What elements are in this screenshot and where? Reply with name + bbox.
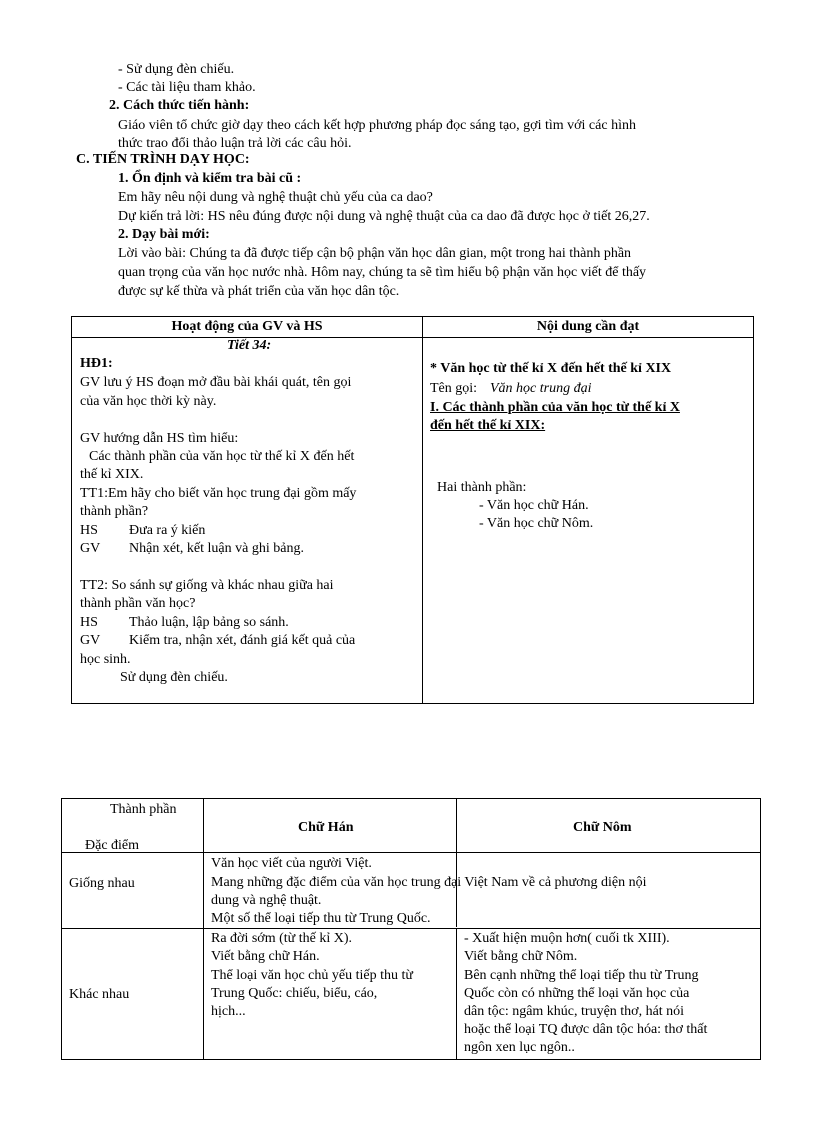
left-line: của văn học thời kỳ này. bbox=[80, 394, 217, 409]
dialog-who: HS bbox=[80, 615, 98, 630]
dialog-text: Kiểm tra, nhận xét, đánh giá kết quả của bbox=[129, 633, 356, 648]
han-line: Viết bằng chữ Hán. bbox=[211, 949, 320, 964]
column-divider bbox=[456, 929, 457, 1059]
activity-table bbox=[71, 316, 754, 704]
header-right: Nội dung cần đạt bbox=[536, 319, 640, 334]
han-line: Thể loại văn học chủ yếu tiếp thu từ bbox=[211, 968, 413, 983]
similar-line: Văn học viết của người Việt. bbox=[211, 856, 372, 871]
subsection-heading: 2. Dạy bài mới: bbox=[118, 227, 210, 242]
material-item: - Các tài liệu tham khảo. bbox=[118, 80, 256, 95]
column-divider bbox=[456, 799, 457, 927]
left-line: thế kỉ XIX. bbox=[80, 467, 144, 482]
part-item: - Văn học chữ Nôm. bbox=[479, 516, 594, 531]
dialog-who: GV bbox=[80, 633, 101, 648]
section-heading: 2. Cách thức tiến hành: bbox=[109, 98, 250, 113]
paragraph-line: Dự kiến trả lời: HS nêu đúng được nội dung và nghệ thuật của ca dao đã được học ở tiết 26,27. bbox=[118, 209, 650, 224]
paragraph-line: được sự kế thừa và phát triển của văn học dân tộc. bbox=[118, 284, 400, 299]
col-han-header: Chữ Hán bbox=[298, 820, 354, 835]
comparison-table bbox=[61, 798, 761, 1060]
paragraph-line: quan trọng của văn học nước nhà. Hôm nay, chúng ta sẽ tìm hiểu bộ phận văn học viết để thấy bbox=[118, 265, 647, 280]
left-line: thành phần? bbox=[80, 504, 149, 519]
dialog-text: Nhận xét, kết luận và ghi bảng. bbox=[129, 541, 304, 556]
col-nom-header: Chữ Nôm bbox=[573, 820, 632, 835]
han-line: Ra đời sớm (từ thế kỉ X). bbox=[211, 931, 352, 946]
row-divider bbox=[62, 928, 760, 929]
paragraph-line: Em hãy nêu nội dung và nghệ thuật chủ yếu của ca dao? bbox=[118, 190, 433, 205]
left-line: TT1:Em hãy cho biết văn học trung đại gồm mấy bbox=[80, 486, 357, 501]
section-title: đến hết thế kỉ XIX: bbox=[430, 418, 546, 433]
row-label: Khác nhau bbox=[69, 987, 130, 1002]
nom-line: Bên cạnh những thể loại tiếp thu từ Trung bbox=[464, 968, 699, 983]
paragraph-line: thức trao đổi thảo luận trả lời các câu hỏi. bbox=[118, 136, 352, 151]
nom-line: Viết bằng chữ Nôm. bbox=[464, 949, 578, 964]
lesson-number: Tiết 34: bbox=[227, 338, 272, 353]
column-divider bbox=[203, 799, 204, 1059]
header-left: Hoạt động của GV và HS bbox=[171, 319, 323, 334]
name-value: Văn học trung đại bbox=[490, 381, 592, 396]
dialog-who: HS bbox=[80, 523, 98, 538]
han-line: Trung Quốc: chiếu, biểu, cáo, bbox=[211, 986, 378, 1001]
dialog-who: GV bbox=[80, 541, 101, 556]
nom-line: ngôn xen lục ngôn.. bbox=[464, 1040, 575, 1055]
part-item: - Văn học chữ Hán. bbox=[479, 498, 589, 513]
activity-label: HĐ1: bbox=[80, 356, 113, 371]
nom-line: hoặc thể loại TQ được dân tộc hóa: thơ thất bbox=[464, 1022, 708, 1037]
row-label: Giống nhau bbox=[69, 876, 135, 891]
header-divider bbox=[72, 337, 753, 338]
paragraph-line: Giáo viên tổ chức giờ dạy theo cách kết hợp phương pháp đọc sáng tạo, gợi tìm với các hình bbox=[118, 118, 636, 133]
subsection-heading: 1. Ổn định và kiểm tra bài cũ : bbox=[118, 171, 302, 186]
left-line: Sử dụng đèn chiếu. bbox=[120, 670, 228, 685]
left-line: học sinh. bbox=[80, 652, 131, 667]
left-line: thành phần văn học? bbox=[80, 596, 196, 611]
similar-line: Một số thể loại tiếp thu từ Trung Quốc. bbox=[211, 911, 431, 926]
left-line: GV lưu ý HS đoạn mở đầu bài khái quát, tên gọi bbox=[80, 375, 352, 390]
similar-line: Mang những đặc điểm của văn học trung đại Việt Nam về cả phương diện nội bbox=[211, 875, 647, 890]
similar-line: dung và nghệ thuật. bbox=[211, 893, 322, 908]
corner-bottom: Đặc điểm bbox=[85, 838, 140, 853]
nom-line: dân tộc: ngâm khúc, truyện thơ, hát nói bbox=[464, 1004, 685, 1019]
left-line: TT2: So sánh sự giống và khác nhau giữa hai bbox=[80, 578, 334, 593]
row-divider bbox=[62, 852, 760, 853]
section-title: I. Các thành phần của văn học từ thế kỉ X bbox=[430, 400, 680, 415]
dialog-text: Đưa ra ý kiến bbox=[129, 523, 206, 538]
nom-line: - Xuất hiện muộn hơn( cuối tk XIII). bbox=[464, 931, 670, 946]
nom-line: Quốc còn có những thể loại văn học của bbox=[464, 986, 690, 1001]
dialog-text: Thảo luận, lập bảng so sánh. bbox=[129, 615, 289, 630]
name-label: Tên gọi: bbox=[430, 381, 478, 396]
corner-top: Thành phần bbox=[110, 802, 177, 817]
material-item: - Sử dụng đèn chiếu. bbox=[118, 62, 235, 77]
left-line: GV hướng dẫn HS tìm hiểu: bbox=[80, 431, 239, 446]
right-heading: * Văn học từ thế kỉ X đến hết thế kỉ XIX bbox=[430, 361, 672, 376]
two-parts-label: Hai thành phần: bbox=[437, 480, 527, 495]
paragraph-line: Lời vào bài: Chúng ta đã được tiếp cận bộ phận văn học dân gian, một trong hai thành phần bbox=[118, 246, 632, 261]
han-line: hịch... bbox=[211, 1004, 246, 1019]
section-c-title: C. TIẾN TRÌNH DẠY HỌC: bbox=[76, 152, 250, 167]
left-line: Các thành phần của văn học từ thế kỉ X đến hết bbox=[89, 449, 355, 464]
column-divider bbox=[422, 317, 423, 703]
